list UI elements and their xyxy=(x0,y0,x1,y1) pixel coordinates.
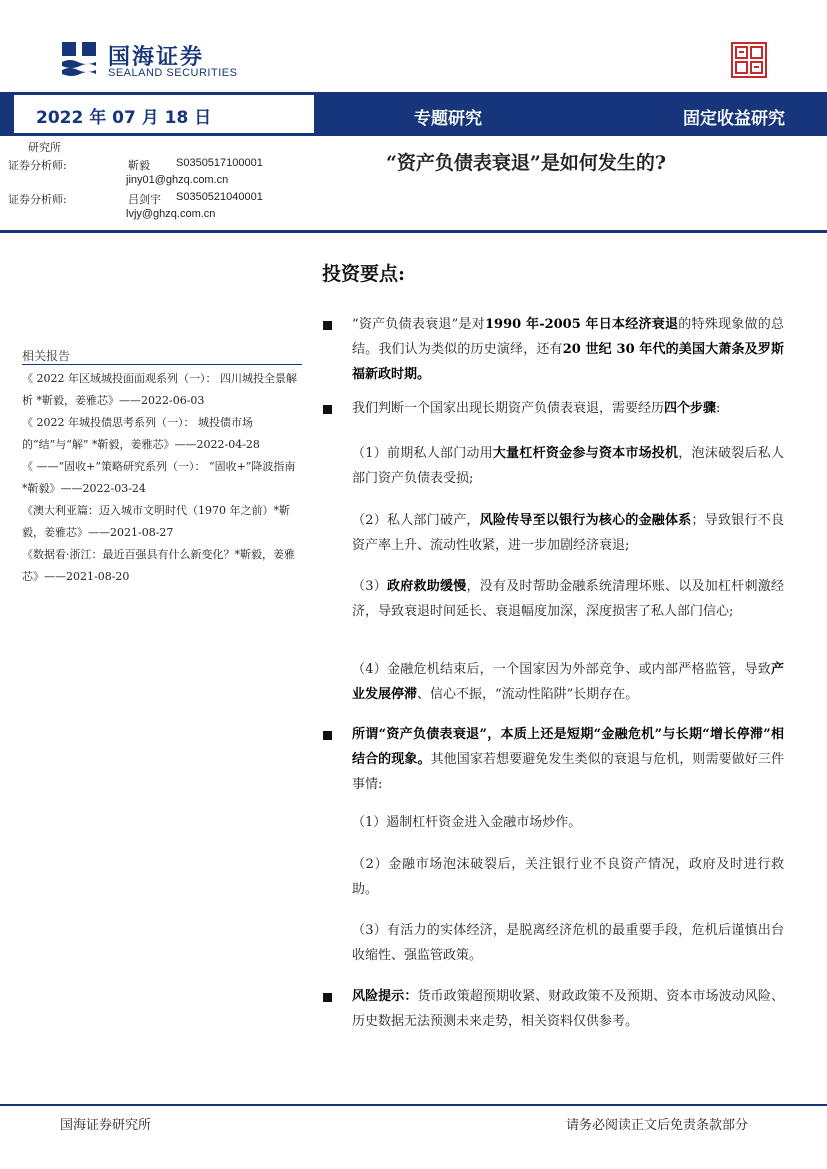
brand-name-cn: 国海证券 xyxy=(108,45,205,70)
recommendation-2: （2）金融市场泡沫破裂后，关注银行业不良资产情况，政府及时进行救助。 xyxy=(352,857,784,897)
analyst-email[interactable]: lvjy@ghzq.com.cn xyxy=(126,208,216,220)
header-divider xyxy=(0,230,827,233)
analyst-license: S0350517100001 xyxy=(176,157,263,169)
related-reports-divider xyxy=(22,364,302,365)
step-2: （2）私人部门破产，风险传导至以银行为核心的金融体系；导致银行不良资产率上升、流动性收紧，进一步加剧经济衰退; xyxy=(352,513,784,553)
analyst-email[interactable]: jiny01@ghzq.com.cn xyxy=(126,174,229,186)
report-title: “资产负债表衰退”是如何发生的? xyxy=(386,152,666,174)
report-category: 固定收益研究 xyxy=(683,109,785,129)
related-report-item[interactable]: 《 2022 年城投债思考系列（一）： 城投债市场的“结”与“解” *靳毅，姜雅芯》——2022-04-28 xyxy=(22,416,260,451)
footer-institute: 国海证券研究所 xyxy=(60,1118,152,1133)
footer-divider xyxy=(0,1104,827,1106)
sealand-logo-icon xyxy=(60,40,100,78)
recommendation-3: （3）有活力的实体经济，是脱离经济危机的最重要手段，危机后谨慎出台收缩性、强监管政策。 xyxy=(352,923,784,963)
paragraph-steps-intro: 我们判断一个国家出现长期资产负债表衰退，需要经历四个步骤: xyxy=(352,401,721,416)
related-report-item[interactable]: 《 ——“固收+”策略研究系列（一）： “固收+”降波指南 *靳毅》——2022-03-24 xyxy=(22,460,296,495)
bullet-icon xyxy=(323,405,332,414)
report-date: 2022 年 07 月 18 日 xyxy=(36,108,212,128)
brand-name-en: SEALAND SECURITIES xyxy=(108,67,238,79)
paragraph-summary: “资产负债表衰退”是对1990 年-2005 年日本经济衰退的特殊现象做的总结。我们认为类似的历史演绎，还有20 世纪 30 年代的美国大萧条及罗斯福新政时期。 xyxy=(352,317,785,382)
risk-warning: 风险提示：货币政策超预期收紧、财政政策不及预期、资本市场波动风险、历史数据无法预测未来走势，相关资料仅供参考。 xyxy=(352,989,784,1029)
bullet-icon xyxy=(323,731,332,740)
report-type: 专题研究 xyxy=(414,109,482,129)
step-1: （1）前期私人部门动用大量杠杆资金参与资本市场投机，泡沫破裂后私人部门资产负债表受损; xyxy=(352,446,784,486)
paragraph-conclusion: 所谓“资产负债表衰退”，本质上还是短期“金融危机”与长期“增长停滞”相结合的现象。其他国家若想要避免发生类似的衰退与危机，则需要做好三件事情: xyxy=(352,727,784,792)
related-reports-heading: 相关报告 xyxy=(22,349,71,363)
related-report-item[interactable]: 《澳大利亚篇：迈入城市文明时代（1970 年之前）*靳毅，姜雅芯》——2021-08-27 xyxy=(22,504,290,539)
step-3: （3）政府救助缓慢，没有及时帮助金融系统清理坏账、以及加杠杆刺激经济，导致衰退时间延长、衰退幅度加深，深度损害了私人部门信心; xyxy=(352,579,784,619)
bullet-icon xyxy=(323,993,332,1002)
step-4: （4）金融危机结束后，一个国家因为外部竞争、或内部严格监管，导致产业发展停滞、信心不振，“流动性陷阱”长期存在。 xyxy=(352,662,784,702)
analyst-name: 吕剑宇 xyxy=(128,193,161,206)
related-report-item[interactable]: 《 2022 年区域城投面面观系列（一）： 四川城投全景解析 *靳毅，姜雅芯》——2022-06-03 xyxy=(22,372,297,407)
bullet-icon xyxy=(323,321,332,330)
section-title: 投资要点: xyxy=(322,263,406,285)
research-seal-icon xyxy=(731,42,767,78)
footer-disclaimer: 请务必阅读正文后免责条款部分 xyxy=(566,1118,749,1133)
analyst-name: 靳毅 xyxy=(128,159,150,172)
analyst-role: 证券分析师: xyxy=(8,159,67,172)
dept-label: 研究所 xyxy=(28,141,61,154)
recommendation-1: （1）遏制杠杆资金进入金融市场炒作。 xyxy=(352,815,582,830)
related-report-item[interactable]: 《数据看·浙江：最近百强县有什么新变化？*靳毅，姜雅芯》——2021-08-20 xyxy=(22,548,295,583)
analyst-role: 证券分析师: xyxy=(8,193,67,206)
analyst-license: S0350521040001 xyxy=(176,191,263,203)
